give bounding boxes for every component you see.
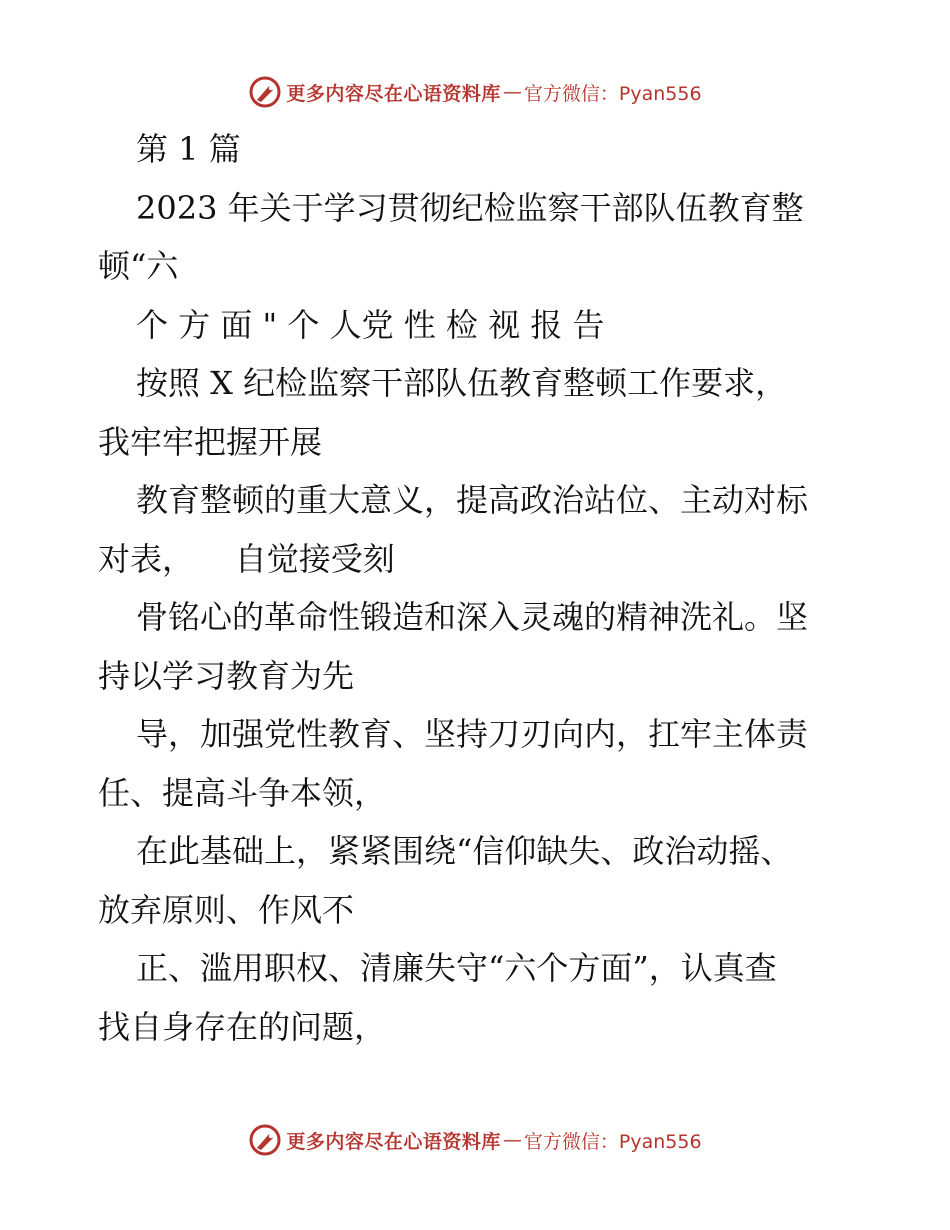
document-body: [98, 120, 858, 1056]
watermark-account-text: 官方微信：Pyan556: [523, 82, 702, 105]
footer-watermark: [0, 1120, 950, 1160]
line-12: 任、提高斗争本领，: [98, 773, 387, 812]
header-watermark: [0, 72, 950, 112]
line-10: 持以学习教育为先: [98, 656, 355, 695]
watermark-account-text: 官方微信：Pyan556: [523, 1130, 702, 1153]
line-16: 找自身存在的问题，: [98, 1007, 387, 1046]
line-2: 2023 年关于学习贯彻纪检监察干部队伍教育整: [136, 188, 804, 227]
line-4: 个 方 面 " 个 人党 性 检 视 报 告: [136, 305, 605, 344]
line-14: 放弃原则、作风不: [98, 890, 355, 929]
line-7: 教育整顿的重大意义，提高政治站位、主动对标: [136, 481, 809, 519]
watermark-separator: —: [502, 81, 522, 103]
line-3: 顿“六: [98, 247, 179, 285]
watermark-separator: —: [502, 1129, 522, 1151]
line-8: 对表， 自觉接受刻: [98, 539, 395, 578]
line-6: 我牢牢把握开展: [98, 422, 323, 461]
line-1: 第 1 篇: [136, 130, 241, 168]
line-9: 骨铭心的革命性锻造和深入灵魂的精神洗礼。坚: [136, 598, 809, 636]
line-15: 正、滥用职权、清廉失守“六个方面”，认真查: [136, 949, 777, 987]
watermark-site-text: 更多内容尽在心语资料库: [286, 1130, 501, 1153]
line-5: 按照 X 纪检监察干部队伍教育整顿工作要求，: [136, 364, 788, 402]
line-13: 在此基础上，紧紧围绕“信仰缺失、政治动摇、: [136, 832, 793, 870]
pen-nib-logo-icon: [248, 75, 282, 109]
pen-nib-logo-icon: [248, 1123, 282, 1157]
watermark-site-text: 更多内容尽在心语资料库: [286, 82, 501, 105]
line-11: 导，加强党性教育、坚持刀刃向内，扛牢主体责: [136, 715, 809, 753]
